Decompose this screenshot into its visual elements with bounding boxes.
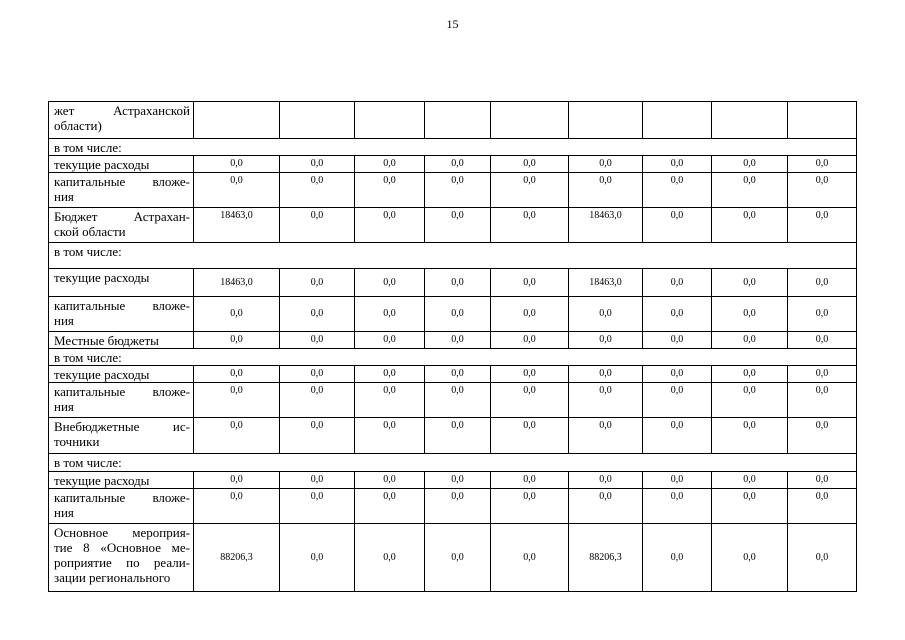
row-label: в том числе: xyxy=(49,139,857,156)
table-row xyxy=(49,454,857,472)
value-cell: 0,0 xyxy=(194,173,280,208)
value-cell: 0,0 xyxy=(425,297,491,332)
value-cell: 0,0 xyxy=(712,489,788,524)
value-cell: 0,0 xyxy=(425,156,491,173)
table-row xyxy=(49,524,857,592)
value-cell: 0,0 xyxy=(712,366,788,383)
value-cell: 0,0 xyxy=(425,383,491,418)
value-cell: 0,0 xyxy=(491,173,569,208)
cell xyxy=(355,102,425,139)
value-cell: 0,0 xyxy=(355,156,425,173)
row-label: Бюджет Астрахан- ской области xyxy=(49,208,194,243)
row-label: Внебюджетные ис- точники xyxy=(49,418,194,454)
value-cell: 0,0 xyxy=(425,366,491,383)
value-cell: 0,0 xyxy=(355,173,425,208)
table-row xyxy=(49,472,857,489)
row-label: капитальные вложе- ния xyxy=(49,297,194,332)
value-cell: 0,0 xyxy=(491,366,569,383)
row-label: жет Астраханской области) xyxy=(49,102,194,139)
table-row xyxy=(49,332,857,349)
row-label: капитальные вложе- ния xyxy=(49,489,194,524)
value-cell: 0,0 xyxy=(194,472,280,489)
table-row xyxy=(49,366,857,383)
value-cell: 0,0 xyxy=(355,383,425,418)
value-cell: 0,0 xyxy=(425,332,491,349)
value-cell: 0,0 xyxy=(788,173,857,208)
value-cell: 0,0 xyxy=(788,418,857,454)
row-label: в том числе: xyxy=(49,349,857,366)
value-cell: 0,0 xyxy=(194,332,280,349)
value-cell: 0,0 xyxy=(788,472,857,489)
table-row xyxy=(49,102,857,139)
value-cell: 0,0 xyxy=(569,297,643,332)
value-cell: 0,0 xyxy=(355,366,425,383)
value-cell: 0,0 xyxy=(712,208,788,243)
value-cell: 0,0 xyxy=(569,156,643,173)
value-cell: 0,0 xyxy=(425,208,491,243)
cell xyxy=(712,102,788,139)
value-cell: 18463,0 xyxy=(194,208,280,243)
value-cell: 0,0 xyxy=(712,524,788,592)
value-cell: 0,0 xyxy=(280,297,355,332)
value-cell: 0,0 xyxy=(194,489,280,524)
value-cell: 0,0 xyxy=(194,418,280,454)
value-cell: 0,0 xyxy=(569,332,643,349)
value-cell: 0,0 xyxy=(788,383,857,418)
value-cell: 0,0 xyxy=(491,418,569,454)
value-cell: 0,0 xyxy=(194,366,280,383)
value-cell: 0,0 xyxy=(355,418,425,454)
value-cell: 0,0 xyxy=(280,472,355,489)
value-cell: 0,0 xyxy=(643,269,712,297)
value-cell: 0,0 xyxy=(643,472,712,489)
value-cell: 0,0 xyxy=(280,383,355,418)
value-cell: 0,0 xyxy=(788,489,857,524)
table-row xyxy=(49,269,857,297)
value-cell: 0,0 xyxy=(280,524,355,592)
value-cell: 0,0 xyxy=(491,472,569,489)
value-cell: 0,0 xyxy=(425,269,491,297)
table-row xyxy=(49,297,857,332)
value-cell: 18463,0 xyxy=(569,269,643,297)
row-label: капитальные вложе- ния xyxy=(49,173,194,208)
value-cell: 0,0 xyxy=(643,418,712,454)
value-cell: 0,0 xyxy=(355,472,425,489)
value-cell: 0,0 xyxy=(355,524,425,592)
table-row xyxy=(49,349,857,366)
row-label: текущие расходы xyxy=(49,156,194,173)
value-cell: 0,0 xyxy=(425,524,491,592)
value-cell: 0,0 xyxy=(425,489,491,524)
value-cell: 18463,0 xyxy=(194,269,280,297)
page-number: 15 xyxy=(446,17,459,31)
value-cell: 0,0 xyxy=(280,332,355,349)
value-cell: 0,0 xyxy=(355,208,425,243)
value-cell: 0,0 xyxy=(643,489,712,524)
value-cell: 0,0 xyxy=(712,297,788,332)
value-cell: 0,0 xyxy=(280,366,355,383)
value-cell: 0,0 xyxy=(569,173,643,208)
value-cell: 0,0 xyxy=(788,297,857,332)
value-cell: 0,0 xyxy=(280,173,355,208)
row-label: в том числе: xyxy=(49,454,857,472)
row-label: текущие расходы xyxy=(49,366,194,383)
value-cell: 0,0 xyxy=(491,208,569,243)
table-row xyxy=(49,243,857,269)
value-cell: 0,0 xyxy=(491,269,569,297)
value-cell: 0,0 xyxy=(280,208,355,243)
value-cell: 0,0 xyxy=(643,366,712,383)
value-cell: 0,0 xyxy=(355,297,425,332)
value-cell: 0,0 xyxy=(712,173,788,208)
value-cell: 0,0 xyxy=(712,418,788,454)
table-row xyxy=(49,173,857,208)
value-cell: 0,0 xyxy=(712,332,788,349)
budget-table xyxy=(48,101,857,592)
value-cell: 0,0 xyxy=(355,489,425,524)
value-cell: 0,0 xyxy=(569,472,643,489)
cell xyxy=(569,102,643,139)
value-cell: 0,0 xyxy=(491,489,569,524)
value-cell: 0,0 xyxy=(280,489,355,524)
row-label: Основное мероприя- тие 8 «Основное ме- роприятие по реали- зации регионального xyxy=(49,524,194,592)
row-label: в том числе: xyxy=(49,243,857,269)
row-label: капитальные вложе- ния xyxy=(49,383,194,418)
table-row xyxy=(49,418,857,454)
value-cell: 0,0 xyxy=(194,297,280,332)
value-cell: 0,0 xyxy=(788,332,857,349)
value-cell: 88206,3 xyxy=(569,524,643,592)
value-cell: 18463,0 xyxy=(569,208,643,243)
cell xyxy=(788,102,857,139)
cell xyxy=(643,102,712,139)
cell xyxy=(491,102,569,139)
value-cell: 0,0 xyxy=(643,383,712,418)
table-body xyxy=(49,102,857,592)
value-cell: 0,0 xyxy=(788,269,857,297)
value-cell: 0,0 xyxy=(569,366,643,383)
value-cell: 0,0 xyxy=(569,418,643,454)
value-cell: 0,0 xyxy=(788,524,857,592)
table-row xyxy=(49,383,857,418)
value-cell: 0,0 xyxy=(491,524,569,592)
value-cell: 0,0 xyxy=(788,156,857,173)
value-cell: 0,0 xyxy=(425,418,491,454)
table-row xyxy=(49,208,857,243)
value-cell: 0,0 xyxy=(280,156,355,173)
value-cell: 0,0 xyxy=(569,489,643,524)
value-cell: 0,0 xyxy=(643,524,712,592)
table-row xyxy=(49,489,857,524)
value-cell: 0,0 xyxy=(355,269,425,297)
value-cell: 0,0 xyxy=(643,297,712,332)
value-cell: 0,0 xyxy=(194,383,280,418)
value-cell: 0,0 xyxy=(712,269,788,297)
value-cell: 0,0 xyxy=(788,208,857,243)
value-cell: 0,0 xyxy=(569,383,643,418)
value-cell: 0,0 xyxy=(643,208,712,243)
value-cell: 0,0 xyxy=(491,383,569,418)
value-cell: 0,0 xyxy=(355,332,425,349)
value-cell: 0,0 xyxy=(712,156,788,173)
value-cell: 0,0 xyxy=(643,332,712,349)
table-row xyxy=(49,156,857,173)
value-cell: 0,0 xyxy=(491,332,569,349)
cell xyxy=(425,102,491,139)
value-cell: 0,0 xyxy=(280,418,355,454)
value-cell: 0,0 xyxy=(712,383,788,418)
value-cell: 0,0 xyxy=(194,156,280,173)
value-cell: 0,0 xyxy=(425,472,491,489)
value-cell: 88206,3 xyxy=(194,524,280,592)
value-cell: 0,0 xyxy=(712,472,788,489)
value-cell: 0,0 xyxy=(491,297,569,332)
cell xyxy=(194,102,280,139)
row-label: текущие расходы xyxy=(49,472,194,489)
cell xyxy=(280,102,355,139)
row-label: текущие расходы xyxy=(49,269,194,297)
value-cell: 0,0 xyxy=(788,366,857,383)
value-cell: 0,0 xyxy=(643,156,712,173)
value-cell: 0,0 xyxy=(425,173,491,208)
row-label: Местные бюджеты xyxy=(49,332,194,349)
table-row xyxy=(49,139,857,156)
value-cell: 0,0 xyxy=(643,173,712,208)
value-cell: 0,0 xyxy=(491,156,569,173)
value-cell: 0,0 xyxy=(280,269,355,297)
